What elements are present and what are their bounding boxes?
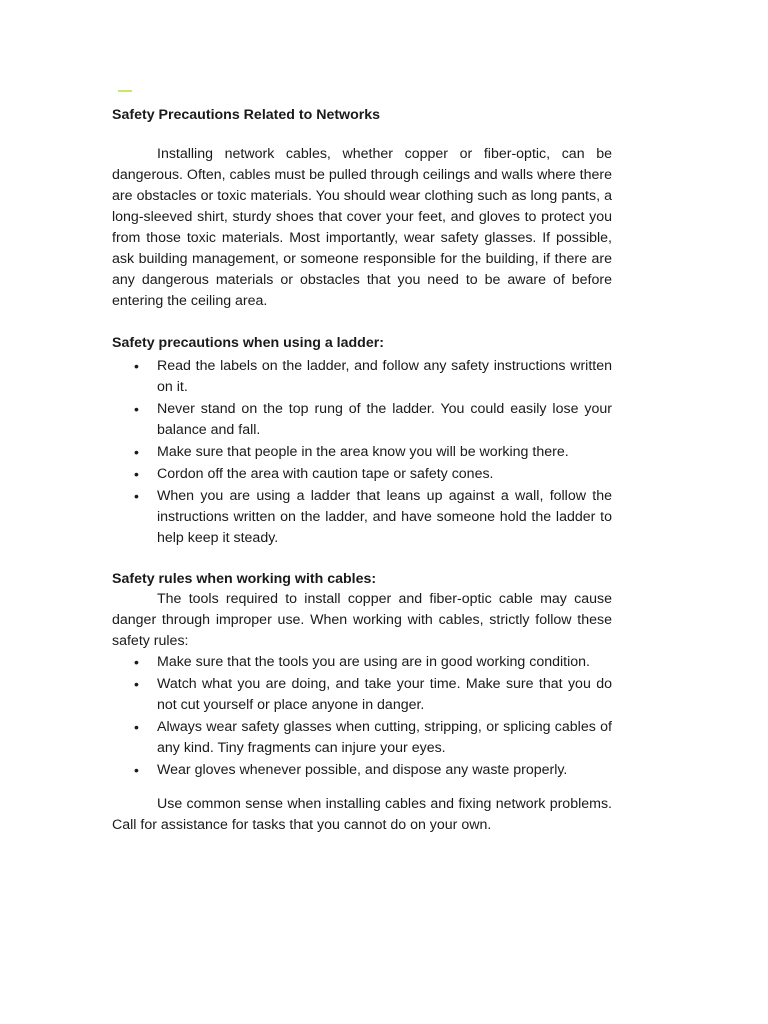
ladder-list — [112, 356, 612, 549]
page-title: Safety Precautions Related to Networks — [112, 107, 381, 123]
bullet: • — [134, 444, 139, 460]
cables-intro-paragraph: The tools required to install copper and fiber-optic cable may cause danger through improper use. When working with cables, strictly follow these safety rules: — [112, 591, 612, 649]
bullet: • — [134, 401, 139, 417]
bullet: • — [134, 719, 139, 735]
bullet: • — [134, 676, 139, 692]
list-item — [112, 486, 612, 549]
list-item-text: Watch what you are doing, and take your time. Make sure that you do not cut yourself or place anyone in danger. — [157, 676, 612, 713]
list-item-text: Never stand on the top rung of the ladder. You could easily lose your balance and fall. — [157, 401, 612, 438]
list-item-text: Make sure that the tools you are using are in good working condition. — [157, 654, 590, 670]
intro-paragraph: Installing network cables, whether copper or fiber-optic, can be dangerous. Often, cables must be pulled through ceilings and walls where there are obstacles or toxic materials. You should wear clothing such as long pants, a long-sleeved shirt, sturdy shoes that cover your feet, and gloves to protect you from those toxic materials. Most importantly, wear safety glasses. If possible, ask building management, or someone responsible for the building, if there are any dangerous materials or obstacles that you need to be aware of before entering the ceiling area. — [112, 146, 613, 309]
document-page — [112, 84, 612, 836]
list-item — [112, 356, 612, 398]
list-item-text: When you are using a ladder that leans up against a wall, follow the instructions written on the ladder, and have someone hold the ladder to help keep it steady. — [157, 488, 612, 546]
bullet: • — [134, 762, 139, 778]
list-item — [112, 399, 612, 441]
list-item — [112, 760, 612, 781]
bullet: • — [134, 466, 139, 482]
list-item-text: Read the labels on the ladder, and follow any safety instructions written on it. — [157, 358, 612, 395]
list-item — [112, 652, 612, 673]
cables-list — [112, 652, 612, 781]
ladder-heading: Safety precautions when using a ladder: — [112, 335, 384, 351]
closing-paragraph: Use common sense when installing cables and fixing network problems. Call for assistance for tasks that you cannot do on your own. — [112, 796, 612, 833]
list-item — [112, 464, 612, 485]
cables-heading: Safety rules when working with cables: — [112, 571, 377, 587]
list-item-text: Make sure that people in the area know you will be working there. — [157, 444, 569, 460]
list-item — [112, 674, 612, 716]
bullet: • — [134, 358, 139, 374]
bullet: • — [134, 488, 139, 504]
list-item-text: Always wear safety glasses when cutting, stripping, or splicing cables of any kind. Tiny fragments can injure your eyes. — [157, 719, 612, 756]
list-item — [112, 717, 612, 759]
list-item — [112, 442, 612, 463]
bullet: • — [134, 654, 139, 670]
list-item-text: Wear gloves whenever possible, and dispose any waste properly. — [157, 762, 568, 778]
list-item-text: Cordon off the area with caution tape or safety cones. — [157, 466, 494, 482]
